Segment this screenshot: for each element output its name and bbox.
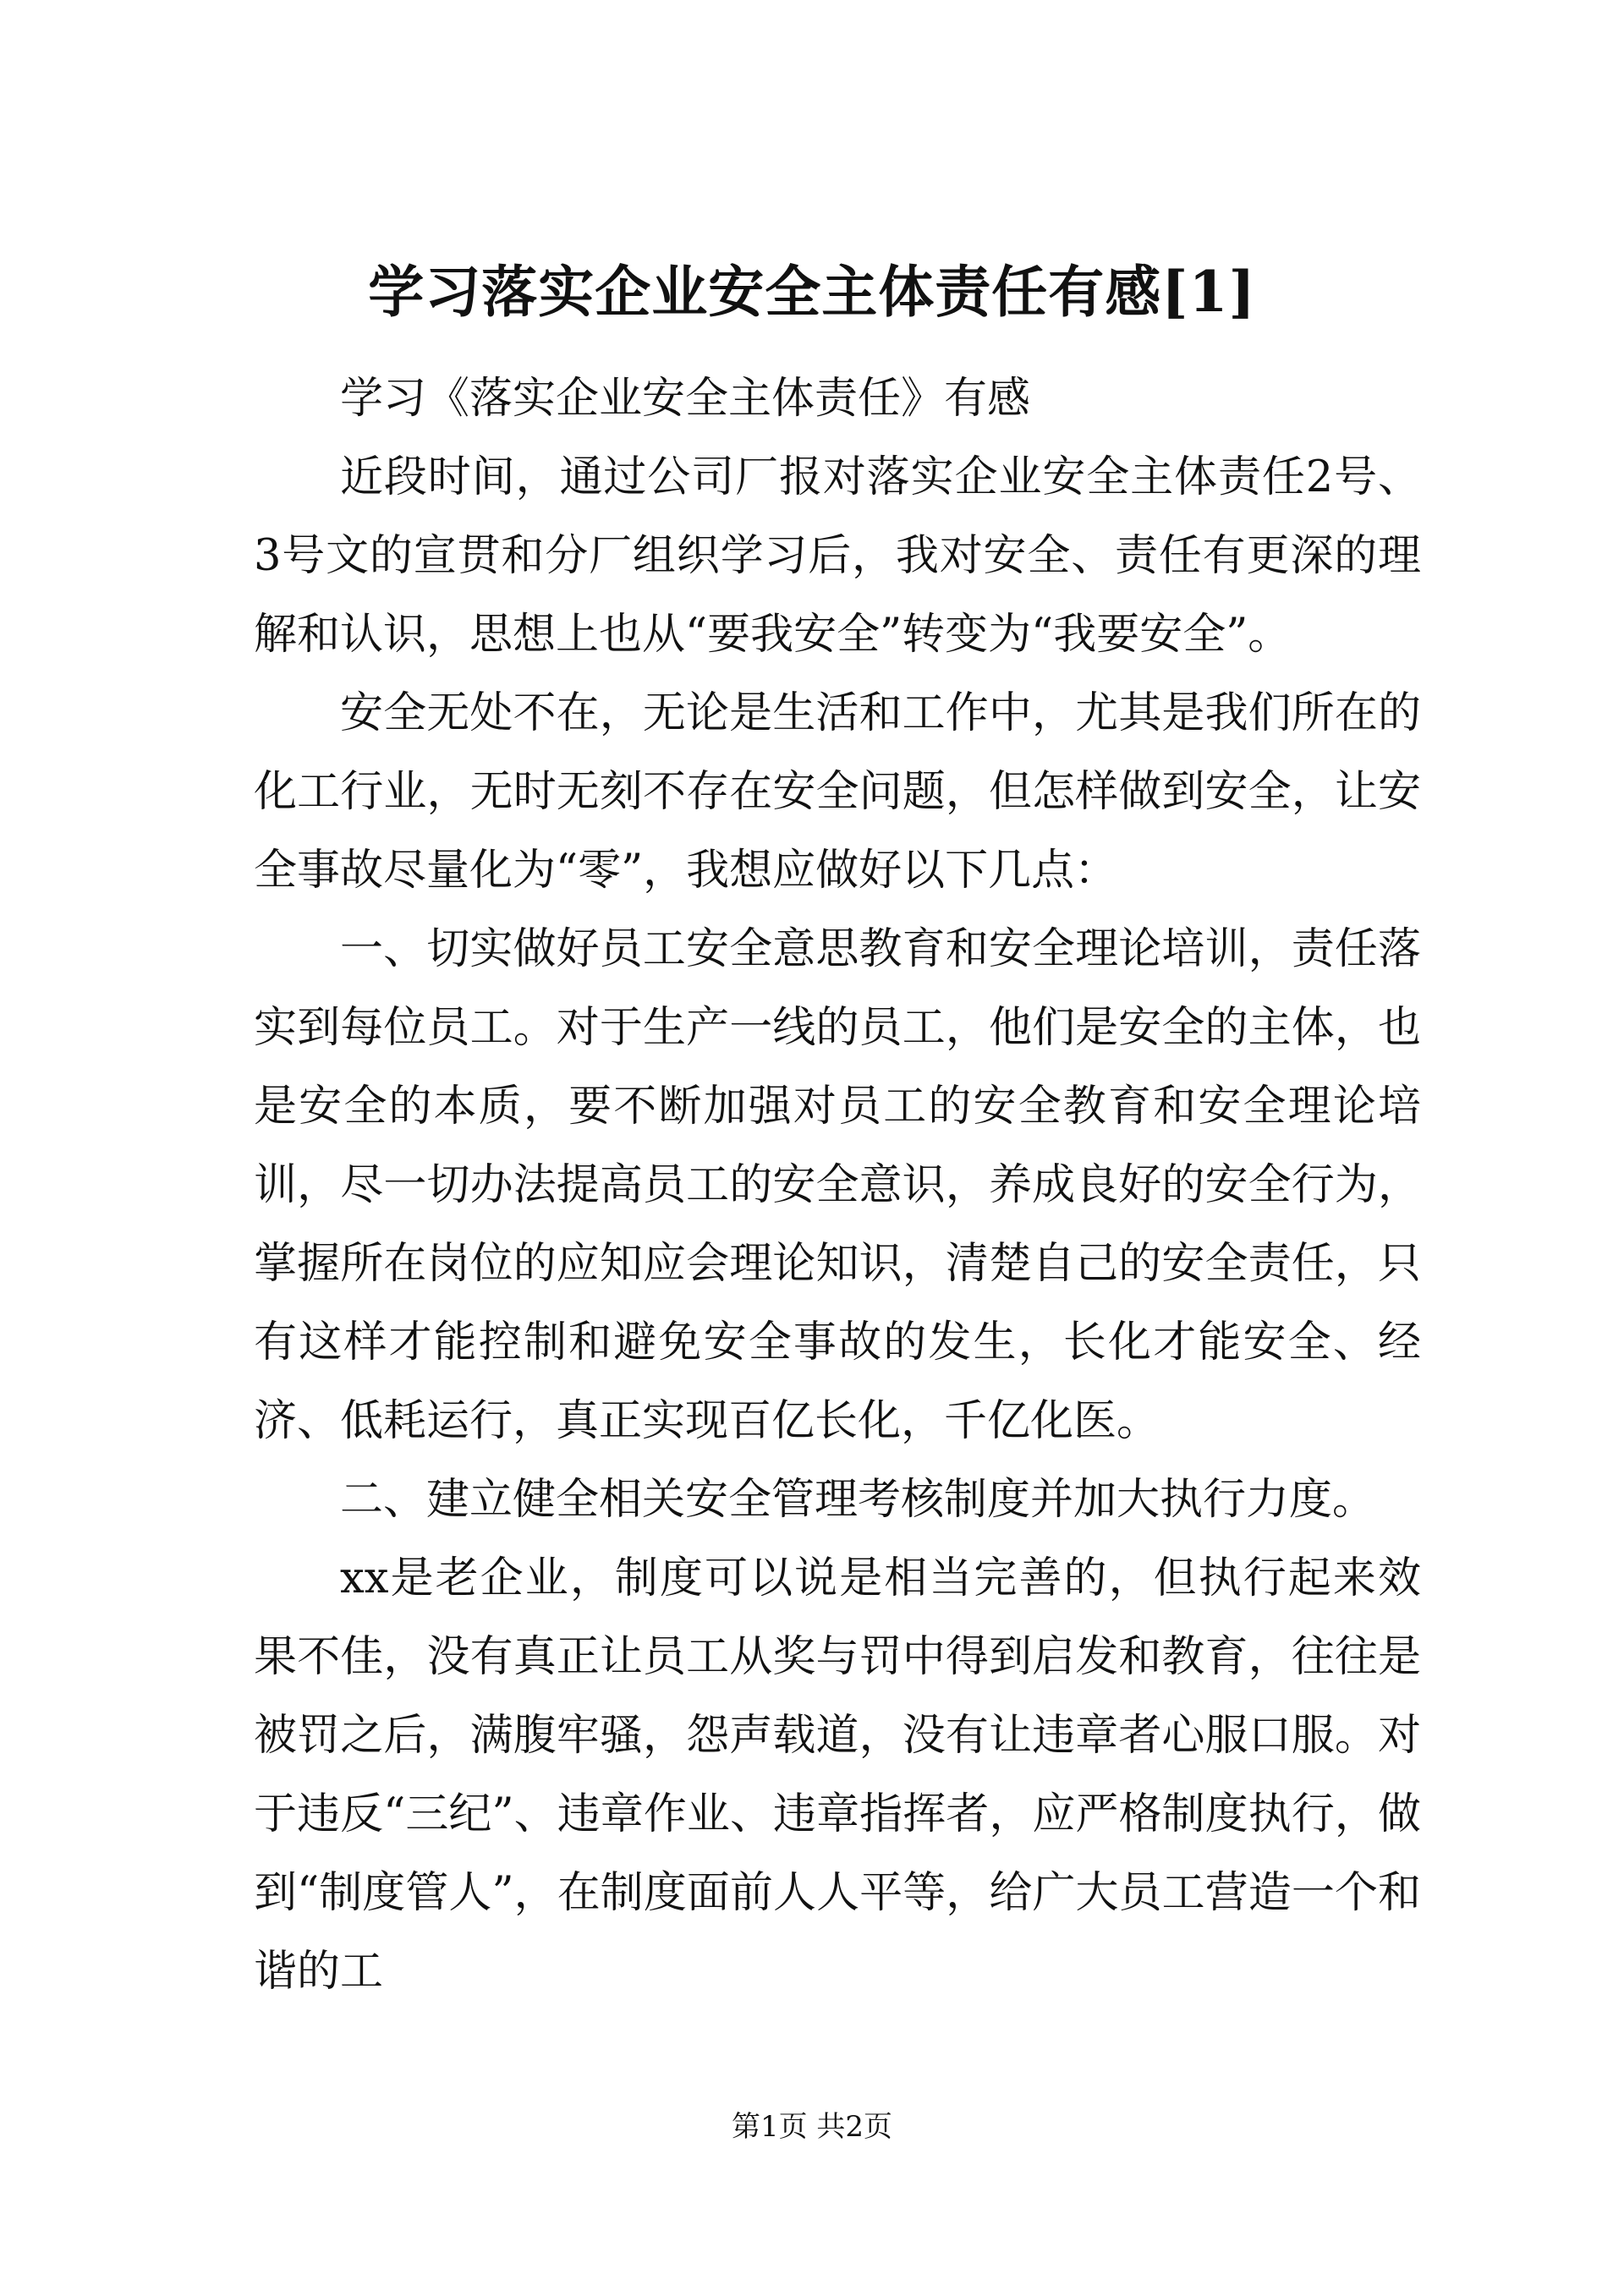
paragraph: 近段时间，通过公司厂报对落实企业安全主体责任2号、3号文的宣贯和分厂组织学习后，我对安全、责任有更深的理解和认识，思想上也从“要我安全”转变为“我要安全”。 <box>254 452 1421 660</box>
paragraph: 二、建立健全相关安全管理考核制度并加大执行力度。 <box>340 1475 1376 1525</box>
document-body <box>254 359 1421 2011</box>
paragraph: xx是老企业，制度可以说是相当完善的，但执行起来效果不佳，没有真正让员工从奖与罚中得到启发和教育，往往是被罚之后，满腹牢骚，怨声载道，没有让违章者心服口服。对于违反“三纪”、违章作业、违章指挥者，应严格制度执行，做到“制度管人”，在制度面前人人平等，给广大员工营造一个和谐的工 <box>254 1553 1421 1997</box>
document-title: 学习落实企业安全主体责任有感[1] <box>368 259 1256 325</box>
page-footer: 第1页 共2页 <box>731 2110 893 2144</box>
paragraph: 安全无处不在，无论是生活和工作中，尤其是我们所在的化工行业，无时无刻不存在安全问题，但怎样做到安全，让安全事故尽量化为“零”，我想应做好以下几点： <box>254 688 1421 896</box>
paragraph-subtitle: 学习《落实企业安全主体责任》有感 <box>340 374 1031 424</box>
paragraph: 一、切实做好员工安全意思教育和安全理论培训，责任落实到每位员工。对于生产一线的员工，他们是安全的主体，也是安全的本质，要不断加强对员工的安全教育和安全理论培训，尽一切办法提高员工的安全意识，养成良好的安全行为，掌握所在岗位的应知应会理论知识，清楚自己的安全责任，只有这样才能控制和避免安全事故的发生，长化才能安全、经济、低耗运行，真正实现百亿长化，千亿化医。 <box>254 924 1421 1446</box>
